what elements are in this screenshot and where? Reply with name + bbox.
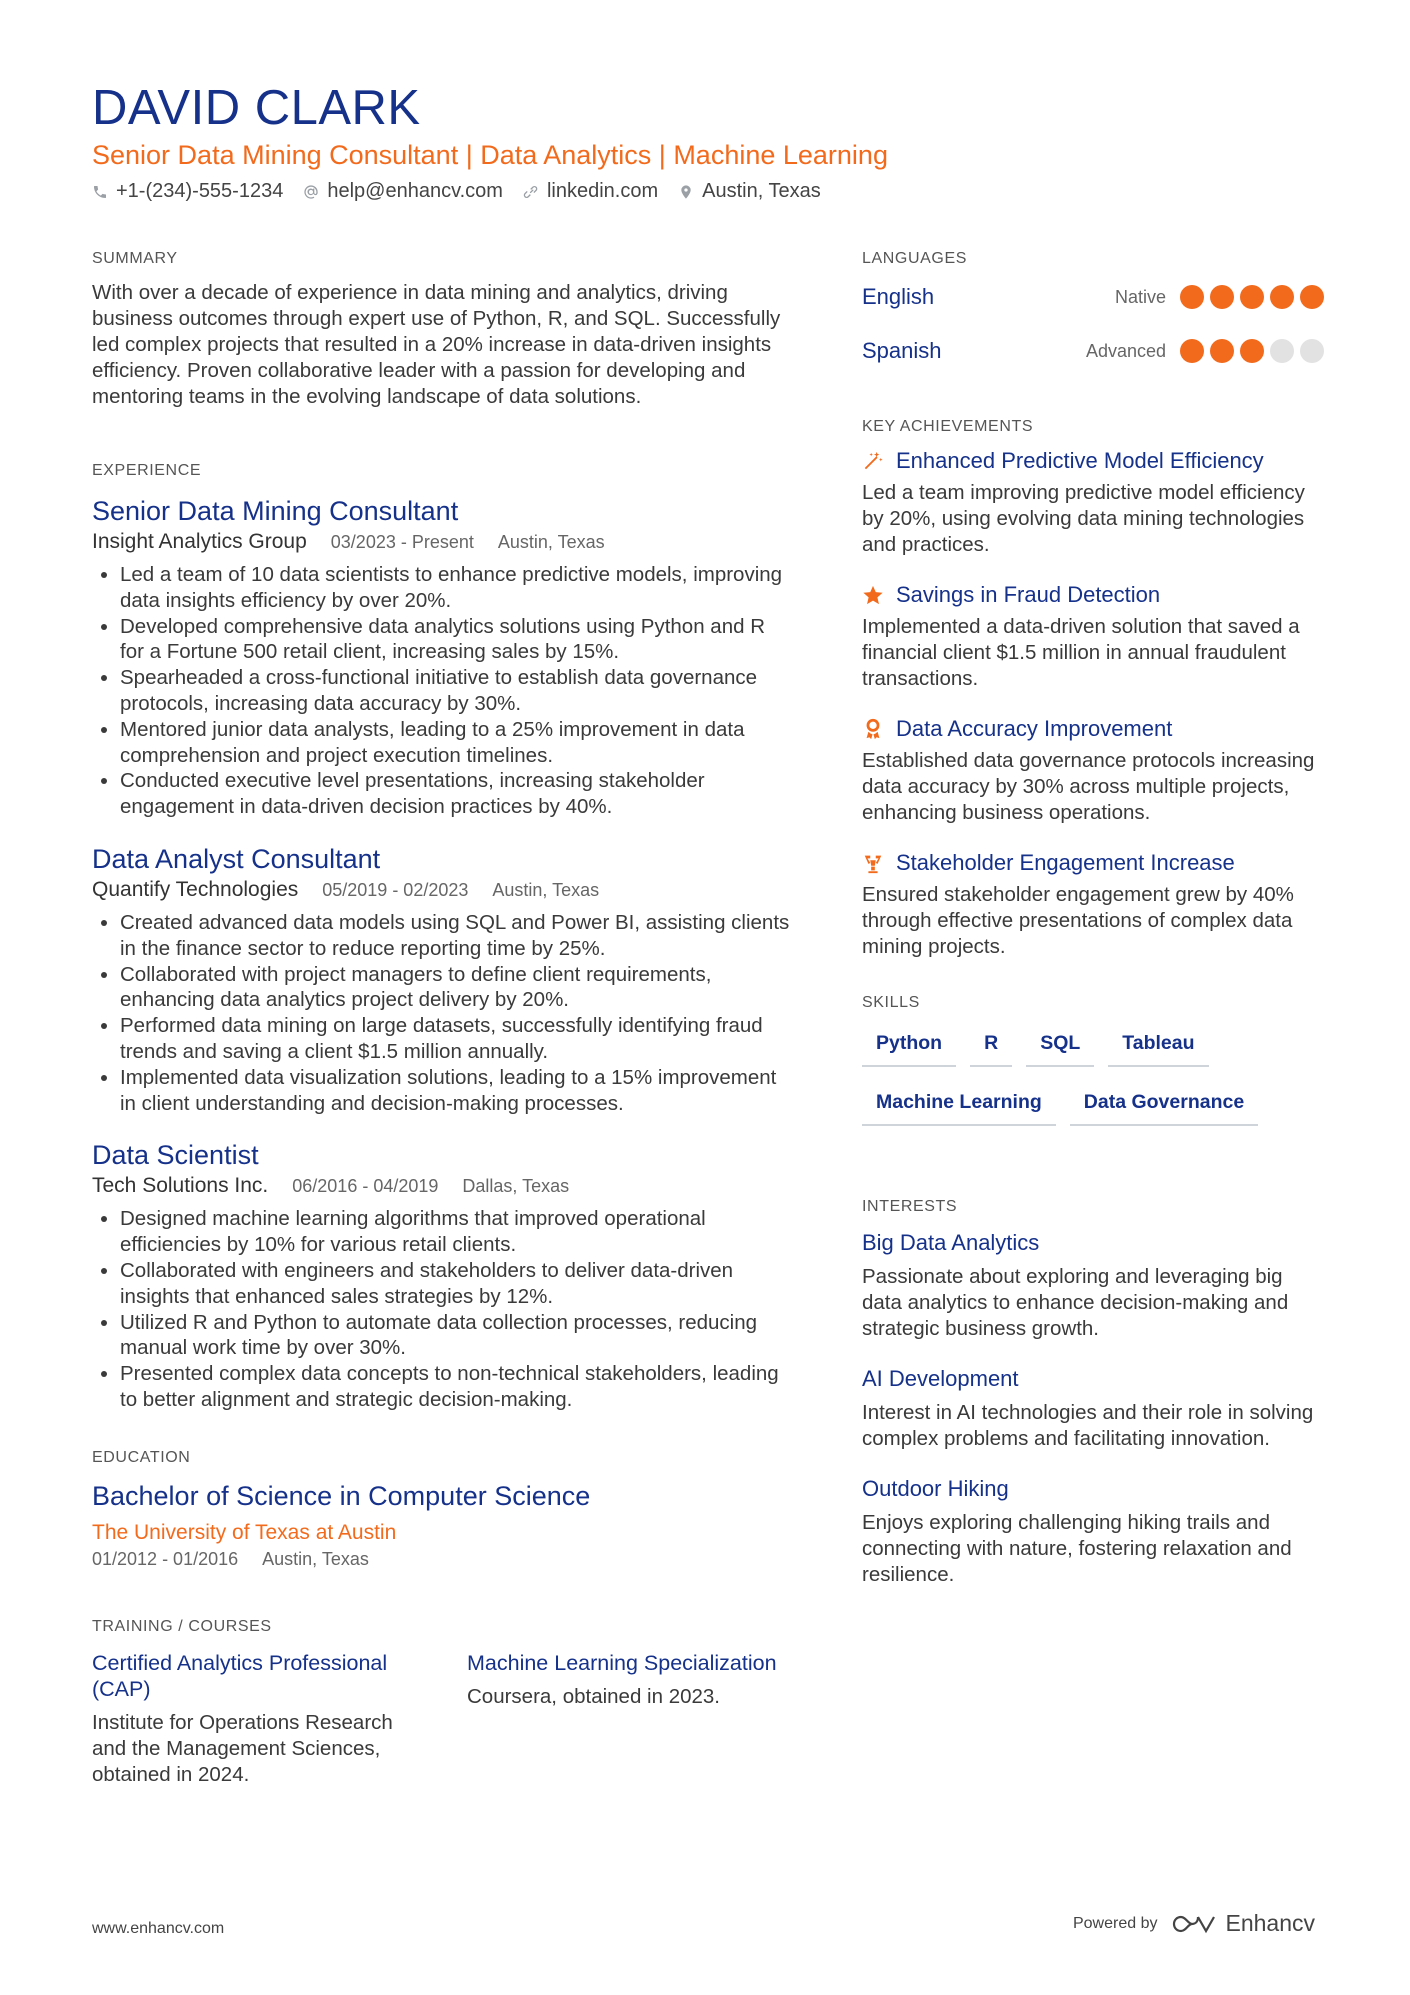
rating-dot-filled bbox=[1270, 285, 1294, 309]
course-list bbox=[92, 1650, 792, 1788]
candidate-name: DAVID CLARK bbox=[92, 81, 421, 135]
job-bullets bbox=[92, 562, 792, 820]
achievement-header bbox=[862, 448, 1324, 474]
left-column bbox=[92, 250, 792, 1788]
job-bullets bbox=[92, 910, 792, 1116]
skill-tag: Data Governance bbox=[1070, 1085, 1258, 1126]
achievement-header bbox=[862, 716, 1324, 742]
interest-item bbox=[862, 1366, 1324, 1452]
achievement-title: Enhanced Predictive Model Efficiency bbox=[896, 448, 1264, 473]
education-meta bbox=[92, 1549, 792, 1570]
language-level: Native bbox=[1114, 286, 1166, 307]
medal-icon bbox=[862, 718, 884, 740]
rating-dot-filled bbox=[1240, 339, 1264, 363]
interest-desc: Passionate about exploring and leveraging big data analytics to enhance decision-making and strategic business growth. bbox=[862, 1265, 1289, 1340]
section-title-training: TRAINING / COURSES bbox=[92, 1617, 272, 1635]
enhancv-logo-icon bbox=[1171, 1912, 1217, 1936]
magic-wand-icon bbox=[862, 450, 884, 472]
job-dates: 03/2023 - Present bbox=[330, 532, 474, 552]
bullet-item: • Collaborated with engineers and stakeholders to deliver data-driven insights that enhanced sales strategies by 12%. bbox=[120, 1258, 792, 1310]
skill-tag: Python bbox=[862, 1026, 956, 1067]
achievement-desc: Implemented a data-driven solution that saved a financial client $1.5 million in annual fraudulent transactions. bbox=[862, 615, 1300, 690]
bullet-item: • Led a team of 10 data scientists to enhance predictive models, improving data insights efficiency by over 20%. bbox=[120, 562, 792, 614]
achievement-item bbox=[862, 850, 1324, 960]
skill-tag: R bbox=[970, 1026, 1012, 1067]
job-bullets bbox=[92, 1206, 792, 1412]
brand-name: Enhancv bbox=[1225, 1910, 1315, 1936]
bullet-item: • Mentored junior data analysts, leading to a 25% improvement in data comprehension and project execution timelines. bbox=[120, 717, 792, 769]
bullet-item: • Collaborated with project managers to define client requirements, enhancing data analytics project delivery by 20%. bbox=[120, 962, 792, 1014]
language-level: Advanced bbox=[1085, 340, 1166, 361]
achievement-title: Savings in Fraud Detection bbox=[896, 582, 1161, 607]
training-section bbox=[92, 1618, 792, 1788]
job-dates: 06/2016 - 04/2019 bbox=[292, 1176, 439, 1197]
course-item bbox=[92, 1650, 417, 1788]
interest-item bbox=[862, 1230, 1324, 1342]
job-location: Austin, Texas bbox=[492, 879, 600, 900]
school-name: The University of Texas at Austin bbox=[92, 1520, 397, 1544]
education-section bbox=[92, 1449, 792, 1570]
interests-section bbox=[862, 1198, 1324, 1588]
achievement-desc: Ensured stakeholder engagement grew by 40% through effective presentations of complex data mining projects. bbox=[862, 883, 1294, 958]
bullet-item: • Performed data mining on large datasets, successfully identifying fraud trends and saving a client $1.5 million annually. bbox=[120, 1013, 792, 1065]
rating-dot-empty bbox=[1300, 339, 1324, 363]
achievement-item bbox=[862, 448, 1324, 558]
contact-linkedin-text: linkedin.com bbox=[546, 180, 659, 202]
rating-dot-empty bbox=[1270, 339, 1294, 363]
rating-dot-filled bbox=[1300, 285, 1324, 309]
achievement-title: Data Accuracy Improvement bbox=[896, 716, 1173, 741]
contact-phone bbox=[92, 180, 283, 203]
company-name: Quantify Technologies bbox=[92, 877, 299, 901]
powered-by-label: Powered by bbox=[1072, 1914, 1158, 1932]
job-title: Data Analyst Consultant bbox=[92, 843, 381, 874]
interest-desc: Interest in AI technologies and their role in solving complex problems and facilitating innovation. bbox=[862, 1401, 1314, 1450]
contact-email-text: help@enhancv.com bbox=[327, 180, 503, 202]
skill-tag: SQL bbox=[1026, 1026, 1094, 1067]
course-desc: Institute for Operations Research and the Management Sciences, obtained in 2024. bbox=[92, 1710, 393, 1786]
education-location: Austin, Texas bbox=[262, 1548, 369, 1569]
achievements-section bbox=[862, 418, 1324, 960]
experience-section bbox=[92, 462, 792, 1413]
experience-item bbox=[92, 494, 792, 820]
interest-desc: Enjoys exploring challenging hiking trails and connecting with nature, fostering relaxation and resilience. bbox=[862, 1511, 1292, 1586]
rating-dot-filled bbox=[1180, 339, 1204, 363]
bullet-item: • Developed comprehensive data analytics solutions using Python and R for a Fortune 500 retail client, increasing sales by 15%. bbox=[120, 614, 792, 666]
candidate-headline: Senior Data Mining Consultant | Data Analytics | Machine Learning bbox=[92, 140, 888, 170]
skill-tag: Machine Learning bbox=[862, 1085, 1056, 1126]
section-title-languages: LANGUAGES bbox=[862, 250, 967, 267]
section-title-achievements: KEY ACHIEVEMENTS bbox=[862, 418, 1034, 435]
job-meta bbox=[92, 1174, 792, 1198]
bullet-item: • Presented complex data concepts to non-technical stakeholders, leading to better alignment and strategic decision-making. bbox=[120, 1361, 792, 1413]
summary-text: With over a decade of experience in data mining and analytics, driving business outcomes through expert use of Python, R, and SQL. Successfully led complex projects that resulted in a 20% increase in data-driven insights efficiency. Proven collaborative leader with a passion for developing and mentoring teams in the evolving landscape of data solutions. bbox=[92, 281, 781, 408]
section-title-education: EDUCATION bbox=[92, 1448, 191, 1466]
language-item bbox=[862, 270, 1324, 324]
contact-email[interactable] bbox=[303, 180, 503, 203]
language-rating bbox=[1180, 285, 1324, 309]
contact-phone-text: +1-(234)-555-1234 bbox=[116, 180, 284, 202]
summary-section bbox=[92, 250, 792, 410]
course-title: Certified Analytics Professional (CAP) bbox=[92, 1650, 388, 1701]
bullet-item: • Conducted executive level presentations, increasing stakeholder engagement in data-driven decision practices by 40%. bbox=[120, 768, 792, 820]
footer-website[interactable]: www.enhancv.com bbox=[92, 1920, 225, 1937]
company-name: Tech Solutions Inc. bbox=[92, 1174, 269, 1198]
experience-item bbox=[92, 1138, 792, 1412]
achievement-item bbox=[862, 716, 1324, 826]
bullet-item: • Designed machine learning algorithms that improved operational efficiencies by 10% for various retail clients. bbox=[120, 1206, 792, 1258]
rating-dot-filled bbox=[1240, 285, 1264, 309]
experience-item bbox=[92, 842, 792, 1116]
job-meta bbox=[92, 878, 792, 902]
job-location: Austin, Texas bbox=[497, 532, 605, 552]
language-item bbox=[862, 324, 1324, 378]
language-name: Spanish bbox=[862, 338, 942, 363]
interest-title: Outdoor Hiking bbox=[862, 1476, 1009, 1501]
interest-title: Big Data Analytics bbox=[862, 1230, 1040, 1255]
rating-dot-filled bbox=[1210, 285, 1234, 309]
contact-location bbox=[678, 180, 821, 203]
contact-bar bbox=[92, 180, 821, 203]
at-icon bbox=[303, 184, 319, 200]
rating-dot-filled bbox=[1210, 339, 1234, 363]
job-dates: 05/2019 - 02/2023 bbox=[322, 879, 469, 900]
achievement-desc: Established data governance protocols increasing data accuracy by 30% across multiple projects, enhancing business operations. bbox=[862, 749, 1315, 824]
bullet-item: • Spearheaded a cross-functional initiative to establish data governance protocols, increasing data accuracy by 30%. bbox=[120, 665, 792, 717]
contact-linkedin[interactable] bbox=[523, 180, 658, 203]
job-meta bbox=[92, 530, 792, 554]
footer-branding bbox=[1073, 1910, 1315, 1937]
achievement-desc: Led a team improving predictive model efficiency by 20%, using evolving data mining technologies and practices. bbox=[862, 481, 1305, 556]
phone-icon bbox=[92, 184, 108, 200]
languages-section bbox=[862, 250, 1324, 378]
contact-location-text: Austin, Texas bbox=[702, 180, 821, 202]
language-rating bbox=[1180, 339, 1324, 363]
course-desc: Coursera, obtained in 2023. bbox=[467, 1684, 721, 1708]
job-title: Data Scientist bbox=[92, 1140, 259, 1171]
right-column bbox=[862, 250, 1324, 1612]
skills-section bbox=[862, 994, 1324, 1126]
achievement-header bbox=[862, 850, 1324, 876]
course-title: Machine Learning Specialization bbox=[467, 1650, 777, 1675]
interest-title: AI Development bbox=[862, 1366, 1019, 1391]
skill-tag: Tableau bbox=[1108, 1026, 1208, 1067]
star-icon bbox=[862, 584, 884, 606]
job-location: Dallas, Texas bbox=[462, 1176, 570, 1197]
company-name: Insight Analytics Group bbox=[92, 530, 307, 553]
achievement-title: Stakeholder Engagement Increase bbox=[896, 850, 1235, 875]
bullet-item: • Utilized R and Python to automate data collection processes, reducing manual work time by over 30%. bbox=[120, 1310, 792, 1362]
bullet-item: • Created advanced data models using SQL and Power BI, assisting clients in the finance sector to reduce reporting time by 25%. bbox=[120, 910, 792, 962]
trophy-icon bbox=[862, 852, 884, 874]
section-title-interests: INTERESTS bbox=[862, 1198, 958, 1215]
degree-title: Bachelor of Science in Computer Science bbox=[92, 1480, 591, 1511]
achievement-header bbox=[862, 582, 1324, 608]
section-title-summary: SUMMARY bbox=[92, 250, 178, 267]
section-title-skills: SKILLS bbox=[862, 994, 920, 1011]
location-icon bbox=[678, 184, 694, 200]
bullet-item: • Implemented data visualization solutions, leading to a 15% improvement in client understanding and decision-making processes. bbox=[120, 1065, 792, 1117]
brand-logo[interactable] bbox=[1171, 1910, 1315, 1937]
skill-list bbox=[862, 1026, 1322, 1126]
job-title: Senior Data Mining Consultant bbox=[92, 496, 459, 526]
achievement-item bbox=[862, 582, 1324, 692]
interest-item bbox=[862, 1476, 1324, 1588]
language-name: English bbox=[862, 284, 935, 309]
course-item bbox=[467, 1650, 792, 1788]
rating-dot-filled bbox=[1180, 285, 1204, 309]
section-title-experience: EXPERIENCE bbox=[92, 462, 202, 479]
education-dates: 01/2012 - 01/2016 bbox=[92, 1548, 239, 1569]
link-icon bbox=[523, 184, 539, 200]
